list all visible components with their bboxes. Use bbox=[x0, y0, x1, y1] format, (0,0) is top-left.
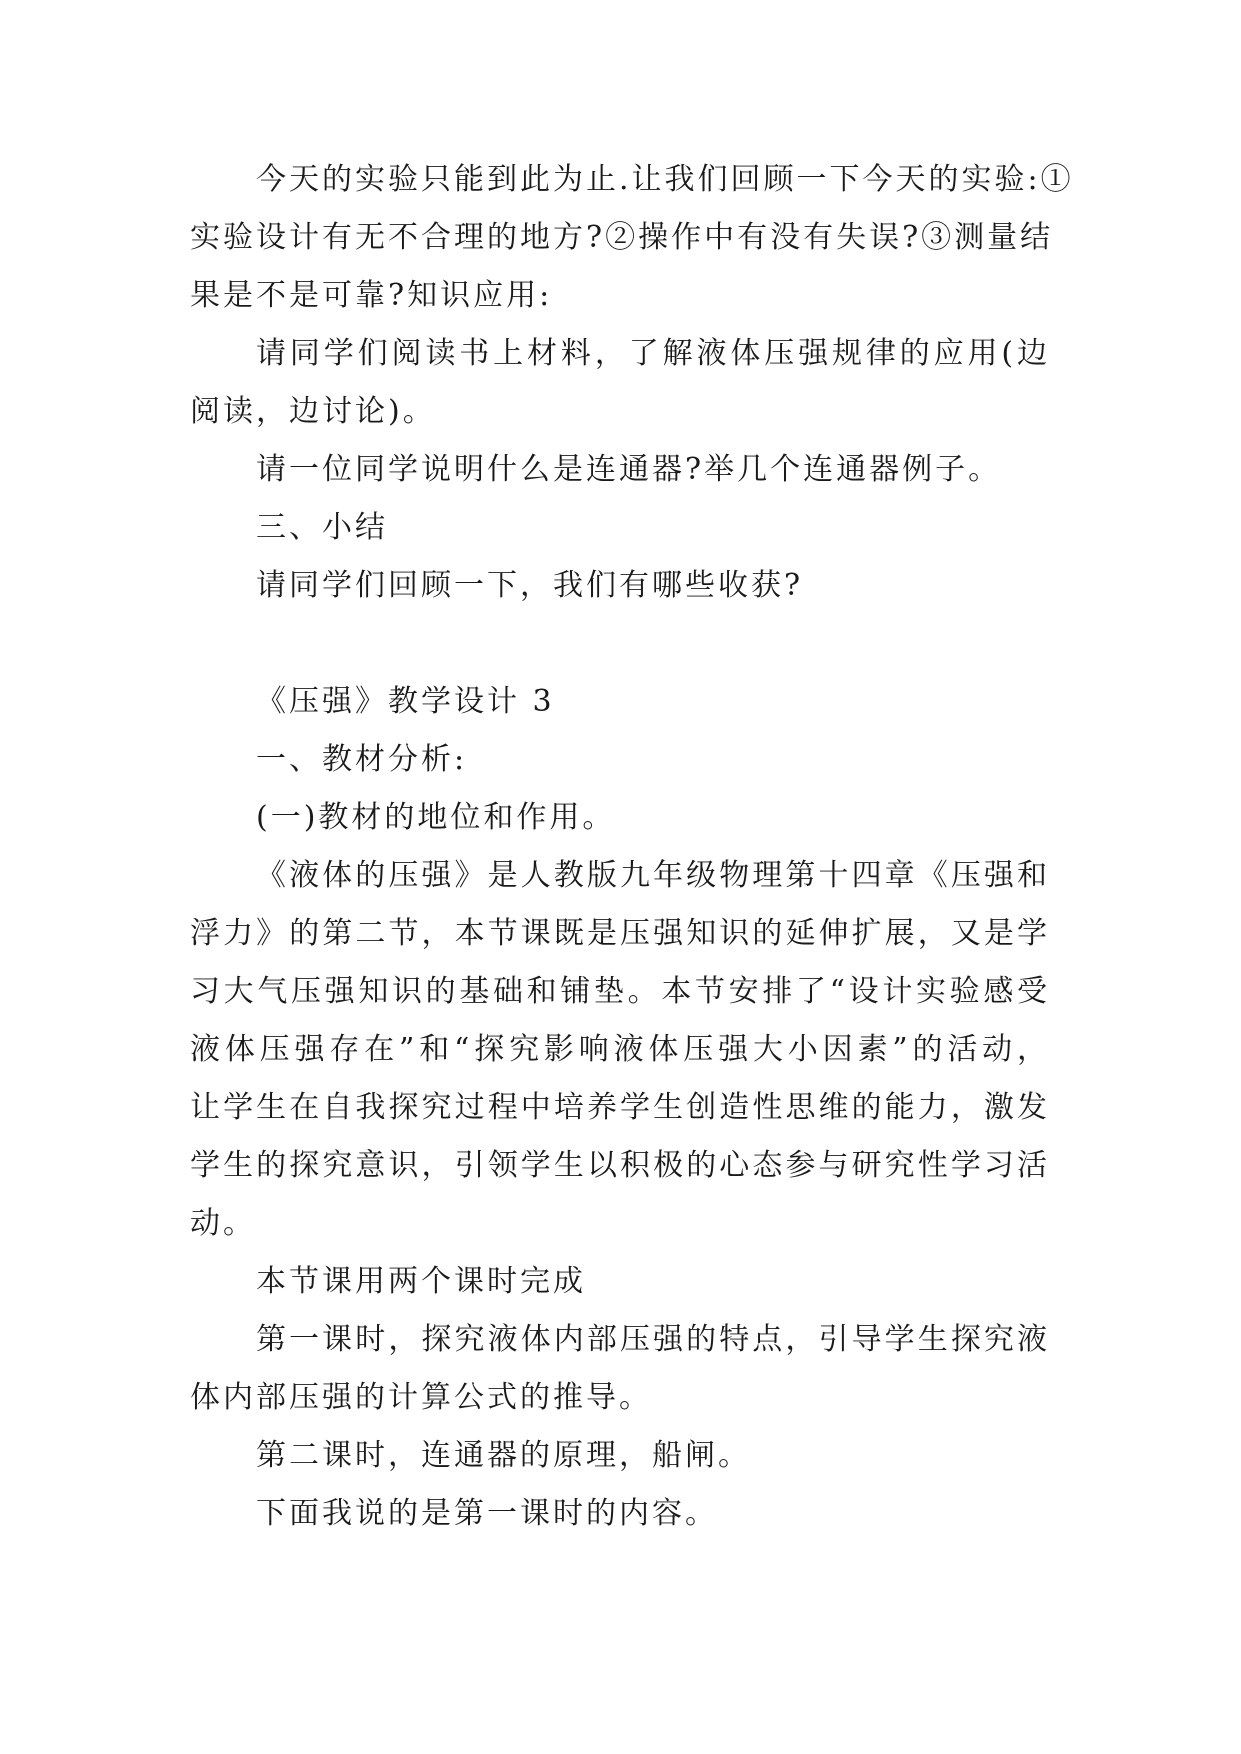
paragraph-line: 动。 bbox=[190, 1206, 256, 1241]
paragraph-line: 请一位同学说明什么是连通器?举几个连通器例子。 bbox=[256, 452, 1002, 487]
paragraph-line: 浮力》的第二节，本节课既是压强知识的延伸扩展，又是学 bbox=[190, 916, 1050, 951]
paragraph-line: 第一课时，探究液体内部压强的特点，引导学生探究液 bbox=[256, 1322, 1050, 1357]
paragraph-line: 今天的实验只能到此为止.让我们回顾一下今天的实验:① bbox=[256, 162, 1074, 197]
section-heading: 三、小结 bbox=[256, 510, 388, 545]
paragraph-line: 实验设计有无不合理的地方?②操作中有没有失误?③测量结 bbox=[190, 220, 1054, 255]
paragraph-line: 《液体的压强》是人教版九年级物理第十四章《压强和 bbox=[256, 858, 1050, 893]
paragraph-line: 下面我说的是第一课时的内容。 bbox=[256, 1496, 718, 1531]
paragraph-line: 果是不是可靠?知识应用: bbox=[190, 278, 553, 313]
paragraph-line: 让学生在自我探究过程中培养学生创造性思维的能力，激发 bbox=[190, 1090, 1050, 1125]
paragraph-line: 习大气压强知识的基础和铺垫。本节安排了“设计实验感受 bbox=[190, 974, 1050, 1009]
paragraph-line: 学生的探究意识，引领学生以积极的心态参与研究性学习活 bbox=[190, 1148, 1050, 1183]
paragraph-line: 请同学们回顾一下，我们有哪些收获? bbox=[256, 568, 804, 603]
paragraph-line: 阅读，边讨论)。 bbox=[190, 394, 436, 429]
subsection-heading: (一)教材的地位和作用。 bbox=[256, 800, 616, 835]
paragraph-line: 液体压强存在”和“探究影响液体压强大小因素”的活动， bbox=[190, 1032, 1050, 1067]
paragraph-line: 第二课时，连通器的原理，船闸。 bbox=[256, 1438, 751, 1473]
paragraph-line: 本节课用两个课时完成 bbox=[256, 1264, 586, 1299]
section-heading: 一、教材分析: bbox=[256, 742, 468, 777]
document-title: 《压强》教学设计 3 bbox=[256, 684, 555, 719]
paragraph-line: 体内部压强的计算公式的推导。 bbox=[190, 1380, 652, 1415]
paragraph-line: 请同学们阅读书上材料，了解液体压强规律的应用(边 bbox=[256, 336, 1050, 371]
